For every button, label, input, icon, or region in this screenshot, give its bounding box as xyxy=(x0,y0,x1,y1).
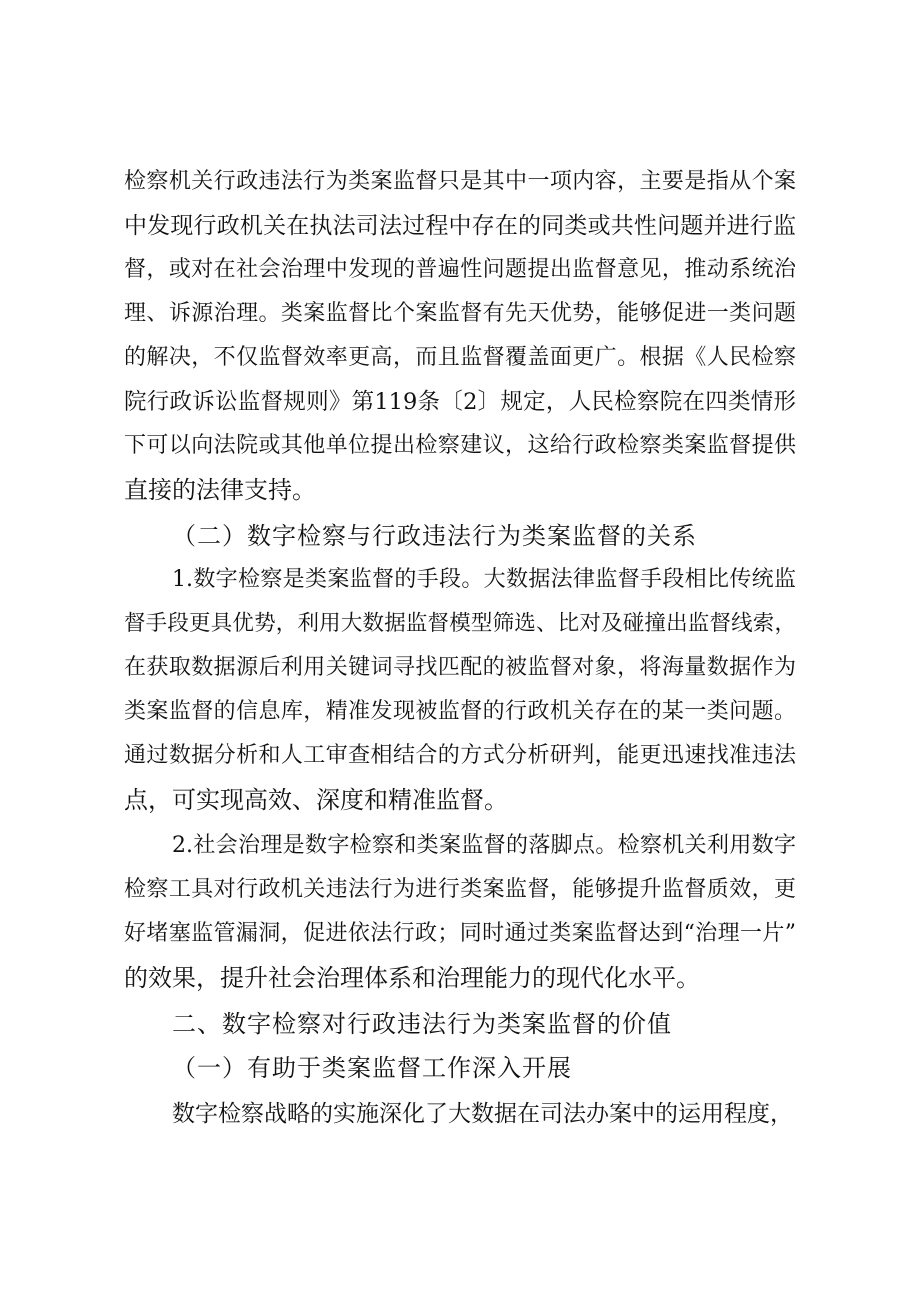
paragraph-line: 检察工具对行政机关违法行为进行类案监督，能够提升监督质效，更 xyxy=(124,877,796,902)
paragraph-line: 院行政诉讼监督规则》第119条〔2〕规定，人民检察院在四类情形 xyxy=(124,389,796,415)
paragraph-line: 理、诉源治理。类案监督比个案监督有先天优势，能够促进一类问题 xyxy=(124,301,796,326)
paragraph-line: 通过数据分析和人工审查相结合的方式分析研判，能更迅速找准违法 xyxy=(124,743,796,768)
subsection-heading-2: （二）数字检察与行政违法行为类案监督的关系 xyxy=(172,522,697,550)
paragraph-line: 在获取数据源后利用关键词寻找匹配的被监督对象，将海量数据作为 xyxy=(124,655,796,680)
subsection-heading-2-1: （一）有助于类案监督工作深入开展 xyxy=(172,1054,572,1082)
section-heading-2: 二、数字检察对行政违法行为类案监督的价值 xyxy=(172,1010,672,1038)
paragraph-line: 1.数字检察是类案监督的手段。大数据法律监督手段相比传统监 xyxy=(172,567,796,592)
paragraph-line: 数字检察战略的实施深化了大数据在司法办案中的运用程度， xyxy=(172,1101,793,1127)
paragraph-line: 类案监督的信息库，精准发现被监督的行政机关存在的某一类问题。 xyxy=(124,699,796,724)
paragraph-line: 的解决，不仅监督效率更高，而且监督覆盖面更广。根据《人民检察 xyxy=(124,345,796,370)
paragraph-line: 检察机关行政违法行为类案监督只是其中一项内容，主要是指从个案 xyxy=(124,169,796,194)
paragraph-line: 督，或对在社会治理中发现的普遍性问题提出监督意见，推动系统治 xyxy=(124,257,796,282)
paragraph-line: 直接的法律支持。 xyxy=(124,476,316,504)
paragraph-line: 督手段更具优势，利用大数据监督模型筛选、比对及碰撞出监督线索， xyxy=(124,611,796,636)
paragraph-line: 中发现行政机关在执法司法过程中存在的同类或共性问题并进行监 xyxy=(124,213,796,239)
paragraph-line: 2.社会治理是数字检察和类案监督的落脚点。检察机关利用数字 xyxy=(172,833,796,858)
paragraph-line: 点，可实现高效、深度和精准监督。 xyxy=(124,786,508,814)
paragraph-line: 下可以向法院或其他单位提出检察建议，这给行政检察类案监督提供 xyxy=(124,433,796,458)
paragraph-line: 好堵塞监管漏洞，促进依法行政；同时通过类案监督达到“治理一片” xyxy=(124,921,796,946)
paragraph-line: 的效果，提升社会治理体系和治理能力的现代化水平。 xyxy=(124,964,700,992)
